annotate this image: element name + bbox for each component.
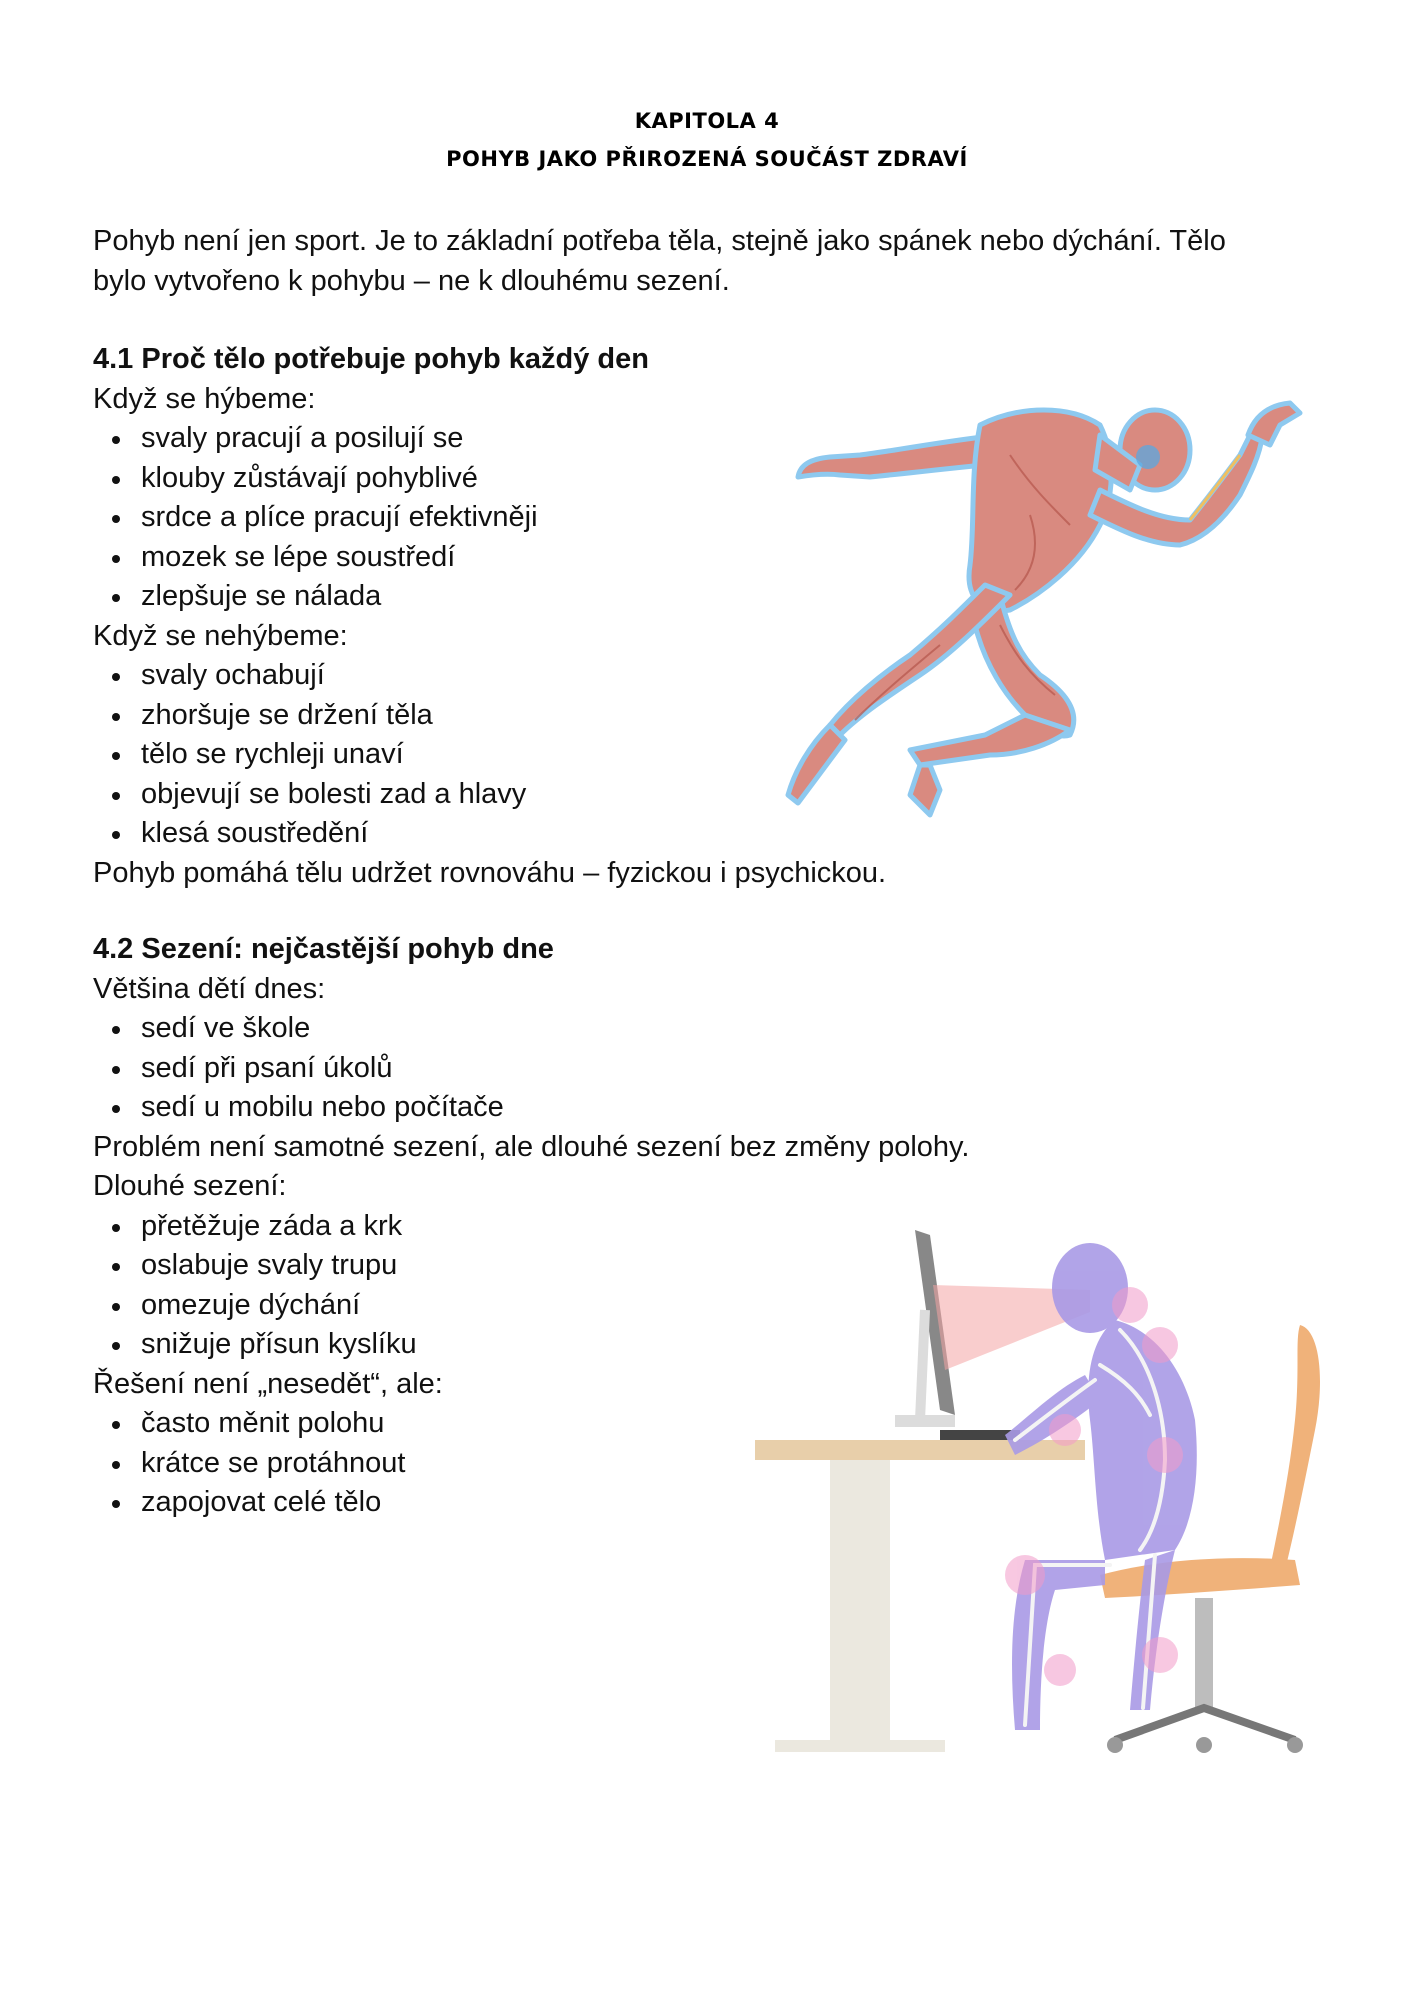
list-item: svaly pracují a posilují se bbox=[93, 419, 993, 459]
list-item: zapojovat celé tělo bbox=[93, 1483, 1093, 1523]
list-item: objevují se bolesti zad a hlavy bbox=[93, 775, 993, 815]
list-item: zhoršuje se držení těla bbox=[93, 696, 993, 736]
sitting-posture-illustration bbox=[755, 1230, 1345, 1790]
list-item: svaly ochabují bbox=[93, 656, 993, 696]
running-figure-illustration bbox=[770, 395, 1340, 825]
list-item: přetěžuje záda a krk bbox=[93, 1207, 1093, 1247]
intro-line: Pohyb není jen sport. Je to základní potřeba těla, stejně jako spánek nebo dýchání. Tělo bbox=[93, 225, 1226, 257]
list-item: omezuje dýchání bbox=[93, 1286, 1093, 1326]
problem-statement: Problém není samotné sezení, ale dlouhé sezení bez změny polohy. bbox=[93, 1130, 970, 1163]
list-item: často měnit polohu bbox=[93, 1404, 1093, 1444]
list-item: snižuje přísun kyslíku bbox=[93, 1325, 1093, 1365]
kids-sitting-list bbox=[93, 1009, 1093, 1128]
list-item: srdce a plíce pracují efektivněji bbox=[93, 498, 993, 538]
chapter-title: POHYB JAKO PŘIROZENÁ SOUČÁST ZDRAVÍ bbox=[446, 147, 968, 171]
intro-line: bylo vytvořeno k pohybu – ne k dlouhému sezení. bbox=[93, 264, 730, 297]
list-item: sedí u mobilu nebo počítače bbox=[93, 1088, 1093, 1128]
list-item: mozek se lépe soustředí bbox=[93, 538, 993, 578]
list-item: oslabuje svaly trupu bbox=[93, 1246, 1093, 1286]
list-intro: Řešení není „nesedět“, ale: bbox=[93, 1367, 443, 1400]
list-item: krátce se protáhnout bbox=[93, 1444, 1093, 1484]
list-item: zlepšuje se nálada bbox=[93, 577, 993, 617]
list-intro: Dlouhé sezení: bbox=[93, 1170, 287, 1202]
list-intro: Když se nehýbeme: bbox=[93, 619, 348, 652]
chapter-label: KAPITOLA 4 bbox=[634, 109, 780, 133]
list-intro: Když se hýbeme: bbox=[93, 382, 316, 415]
section-heading: 4.2 Sezení: nejčastější pohyb dne bbox=[93, 933, 554, 965]
section-conclusion: Pohyb pomáhá tělu udržet rovnováhu – fyzickou i psychickou. bbox=[93, 856, 887, 889]
list-item: tělo se rychleji unaví bbox=[93, 735, 993, 775]
list-item: klouby zůstávají pohyblivé bbox=[93, 459, 993, 499]
list-item: klesá soustředění bbox=[93, 814, 993, 854]
list-intro: Většina dětí dnes: bbox=[93, 972, 326, 1005]
section-heading: 4.1 Proč tělo potřebuje pohyb každý den bbox=[93, 343, 649, 375]
chapter-header bbox=[0, 102, 1414, 178]
intro-paragraph bbox=[93, 222, 1343, 301]
list-item: sedí ve škole bbox=[93, 1009, 1093, 1049]
list-item: sedí při psaní úkolů bbox=[93, 1049, 1093, 1089]
